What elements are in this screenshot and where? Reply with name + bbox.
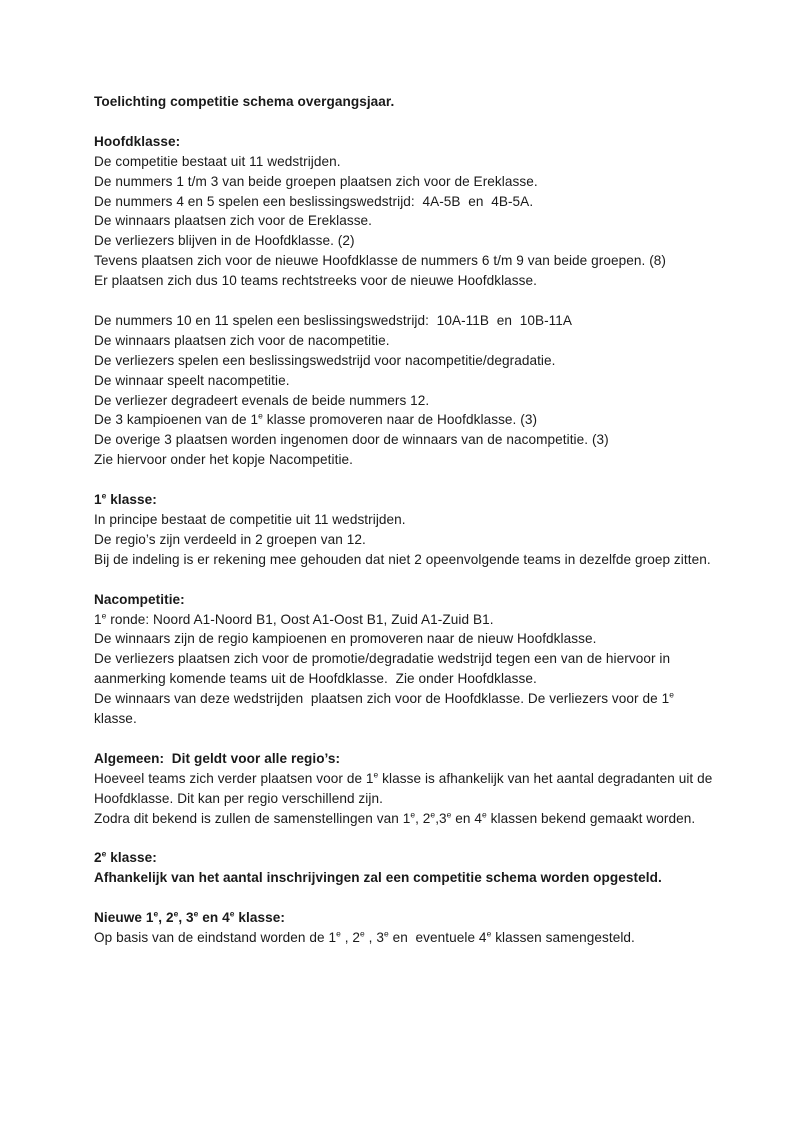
hoofdklasse-line-7: Er plaatsen zich dus 10 teams rechtstreeks voor de nieuwe Hoofdklasse.: [94, 273, 538, 289]
ordinal-suffix: e: [383, 928, 389, 939]
ordinal-suffix: e: [360, 928, 365, 939]
text-part: klassen bekend gemaakt worden.: [486, 810, 696, 826]
text-part: , 3: [364, 929, 384, 945]
text-part: en 4: [198, 910, 230, 926]
hoofdklasse-vervolg-line-8: Zie hiervoor onder het kopje Nacompetitie.: [94, 452, 354, 468]
text-part: klassen samengesteld.: [491, 929, 635, 945]
eerste-klasse-line-3: Bij de indeling is er rekening mee gehouden dat niet 2 opeenvolgende teams in dezelfde groep zitten.: [94, 551, 711, 567]
hoofdklasse-vervolg-line-1: De nummers 10 en 11 spelen een beslissingswedstrijd: 10A-11B en 10B-11A: [94, 312, 573, 328]
text-part: 1: [94, 492, 102, 508]
hoofdklasse-line-6: Tevens plaatsen zich voor de nieuwe Hoofdklasse de nummers 6 t/m 9 van beide groepen. (8): [94, 253, 667, 269]
ordinal-suffix: e: [482, 809, 487, 820]
text-part: De 3 kampioenen van de 1: [94, 412, 259, 428]
hoofdklasse-vervolg-line-3: De verliezers spelen een beslissingswedstrijd voor nacompetitie/degradatie.: [94, 352, 556, 368]
nacompetitie-line-2: De winnaars zijn de regio kampioenen en promoveren naar de nieuw Hoofdklasse.: [94, 631, 597, 647]
ordinal-suffix: e: [258, 410, 263, 421]
tweede-klasse-line-1: Afhankelijk van het aantal inschrijvingen zal een competitie schema worden opgesteld.: [94, 870, 662, 886]
nieuwe-klassen-line-1: [94, 928, 719, 948]
text-part: Op basis van de eindstand worden de 1: [94, 929, 337, 945]
text-part: , 3: [178, 910, 194, 926]
eerste-klasse-line-1: In principe bestaat de competitie uit 11 wedstrijden.: [94, 511, 406, 527]
heading-nieuwe-klassen: [94, 908, 719, 928]
algemeen-line-3: [94, 809, 719, 829]
eerste-klasse-line-2: De regio’s zijn verdeeld in 2 groepen van 12.: [94, 531, 366, 547]
hoofdklasse-vervolg-line-6: [94, 410, 719, 430]
ordinal-suffix: e: [430, 809, 436, 820]
spacer: [94, 470, 719, 490]
hoofdklasse-line-5: De verliezers blijven in de Hoofdklasse. (2): [94, 233, 355, 249]
heading-hoofdklasse: Hoofdklasse:: [94, 133, 181, 149]
hoofdklasse-vervolg-line-4: De winnaar speelt nacompetitie.: [94, 372, 290, 388]
algemeen-line-2: Hoofdklasse. Dit kan per regio verschillend zijn.: [94, 790, 383, 806]
hoofdklasse-line-1: De competitie bestaat uit 11 wedstrijden.: [94, 153, 341, 169]
text-part: klasse promoveren naar de Hoofdklasse. (3): [262, 412, 538, 428]
spacer: [94, 291, 719, 311]
hoofdklasse-vervolg-line-2: De winnaars plaatsen zich voor de nacompetitie.: [94, 332, 390, 348]
spacer: [94, 888, 719, 908]
ordinal-suffix: e: [101, 848, 107, 859]
ordinal-suffix: e: [229, 908, 235, 919]
nacompetitie-line-5: [94, 689, 719, 729]
spacer: [94, 112, 719, 132]
spacer: [94, 570, 719, 590]
ordinal-suffix: e: [336, 928, 341, 939]
hoofdklasse-vervolg-line-7: De overige 3 plaatsen worden ingenomen door de winnaars van de nacompetitie. (3): [94, 432, 609, 448]
text-part: Hoeveel teams zich verder plaatsen voor de 1: [94, 770, 374, 786]
ordinal-suffix: e: [446, 809, 452, 820]
text-part: klasse:: [106, 850, 157, 866]
ordinal-suffix: e: [410, 809, 416, 820]
ordinal-suffix: e: [101, 490, 107, 501]
text-part: klasse:: [234, 910, 285, 926]
hoofdklasse-line-4: De winnaars plaatsen zich voor de Ereklasse.: [94, 213, 373, 229]
algemeen-line-1: [94, 769, 719, 789]
text-part: klasse:: [106, 492, 157, 508]
text-part: klasse is afhankelijk van het aantal degradanten uit de: [378, 770, 713, 786]
text-part: , 2: [415, 810, 431, 826]
nacompetitie-line-4: aanmerking komende teams uit de Hoofdklasse. Zie onder Hoofdklasse.: [94, 671, 537, 687]
ordinal-suffix: e: [153, 908, 159, 919]
spacer: [94, 828, 719, 848]
hoofdklasse-line-3: De nummers 4 en 5 spelen een beslissingswedstrijd: 4A-5B en 4B-5A.: [94, 193, 534, 209]
text-part: Zodra dit bekend is zullen de samenstellingen van 1: [94, 810, 411, 826]
heading-nacompetitie: Nacompetitie:: [94, 591, 185, 607]
text-part: 1: [94, 611, 102, 627]
text-part: , 2: [158, 910, 174, 926]
hoofdklasse-line-2: De nummers 1 t/m 3 van beide groepen plaatsen zich voor de Ereklasse.: [94, 173, 538, 189]
text-part: ronde: Noord A1-Noord B1, Oost A1-Oost B1, Zuid A1-Zuid B1.: [106, 611, 494, 627]
ordinal-suffix: e: [486, 928, 492, 939]
hoofdklasse-vervolg-line-5: De verliezer degradeert evenals de beide nummers 12.: [94, 392, 430, 408]
text-part: , 2: [340, 929, 361, 945]
document-title: Toelichting competitie schema overgangsjaar.: [94, 94, 395, 109]
text-part: 2: [94, 850, 102, 866]
document-body: [94, 92, 719, 948]
ordinal-suffix: e: [669, 689, 674, 700]
text-part: en 4: [451, 810, 483, 826]
heading-eerste-klasse: [94, 490, 719, 510]
ordinal-suffix: e: [373, 769, 379, 780]
nacompetitie-line-3: De verliezers plaatsen zich voor de promotie/degradatie wedstrijd tegen een van de hiervoor in: [94, 651, 671, 667]
ordinal-suffix: e: [101, 609, 107, 620]
text-part: ,3: [435, 810, 447, 826]
heading-tweede-klasse: [94, 848, 719, 868]
text-part: Nieuwe 1: [94, 910, 154, 926]
text-part: en eventuele 4: [388, 929, 487, 945]
heading-algemeen: Algemeen: Dit geldt voor alle regio’s:: [94, 750, 341, 766]
text-part: klasse.: [94, 691, 678, 727]
ordinal-suffix: e: [173, 908, 179, 919]
nacompetitie-line-1: [94, 610, 719, 630]
ordinal-suffix: e: [193, 908, 199, 919]
text-part: De winnaars van deze wedstrijden plaatsen zich voor de Hoofdklasse. De verliezers voor de 1: [94, 691, 670, 707]
spacer: [94, 729, 719, 749]
